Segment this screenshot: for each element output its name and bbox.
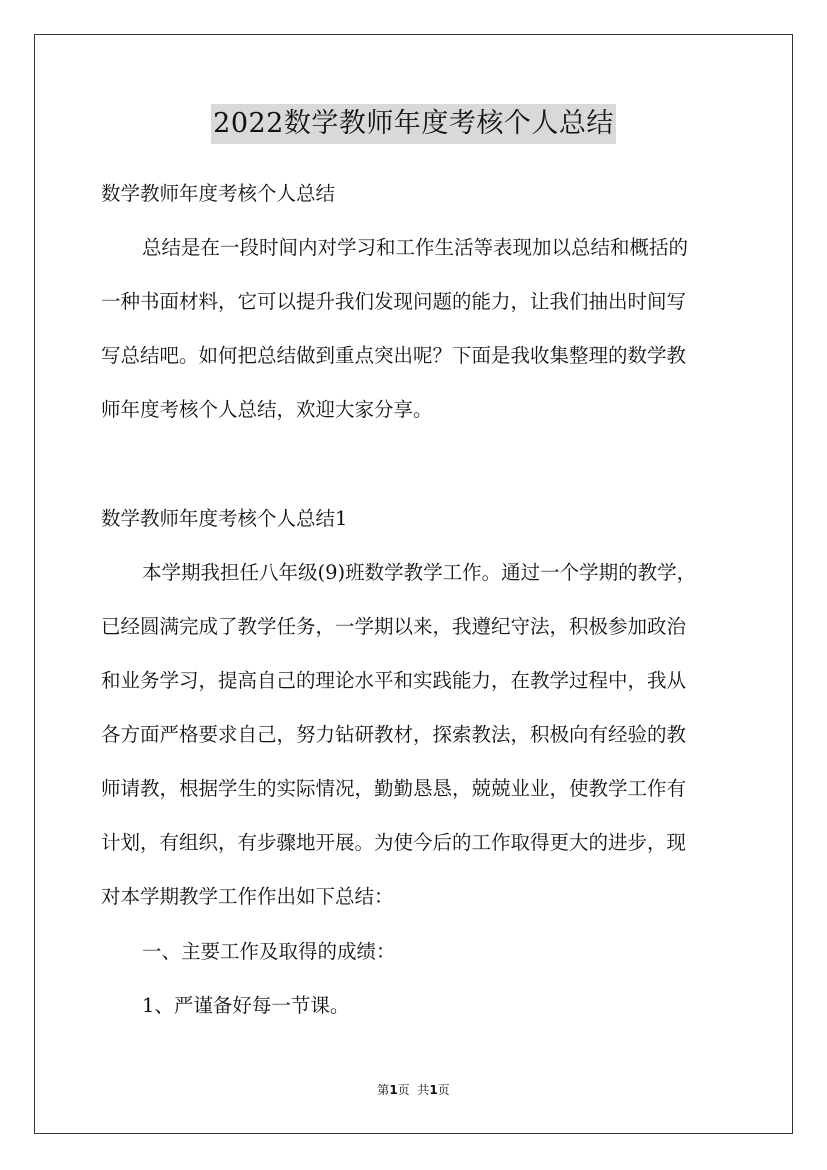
document-subtitle: 数学教师年度考核个人总结 xyxy=(101,182,336,205)
point-heading: 一、主要工作及取得的成绩： xyxy=(142,940,396,963)
point-item-1: 1、严谨备好每一节课。 xyxy=(142,994,350,1017)
intro-line-1: 总结是在一段时间内对学习和工作生活等表现加以总结和概括的 xyxy=(142,236,689,259)
section1-line-7: 对本学期教学工作作出如下总结： xyxy=(101,885,394,908)
page-footer xyxy=(0,1082,827,1098)
footer-mid: 页 共 xyxy=(397,1083,430,1097)
section1-line-3: 和业务学习，提高自己的理论水平和实践能力，在教学过程中，我从 xyxy=(101,669,687,692)
section1-line-5: 师请教，根据学生的实际情况，勤勤恳恳，兢兢业业，使教学工作有 xyxy=(101,777,687,800)
intro-line-4: 师年度考核个人总结，欢迎大家分享。 xyxy=(101,398,433,421)
document-title: 2022数学教师年度考核个人总结 xyxy=(211,104,616,144)
title-container xyxy=(0,104,827,144)
section-heading-1: 数学教师年度考核个人总结1 xyxy=(101,507,348,530)
footer-suffix: 页 xyxy=(437,1083,450,1097)
footer-total-pages: 1 xyxy=(429,1083,438,1097)
section1-line-1: 本学期我担任八年级(9)班数学教学工作。通过一个学期的教学， xyxy=(142,561,697,584)
footer-page-number: 1 xyxy=(389,1083,398,1097)
footer-prefix: 第 xyxy=(377,1083,390,1097)
intro-line-2: 一种书面材料，它可以提升我们发现问题的能力，让我们抽出时间写 xyxy=(101,290,687,313)
section1-line-2: 已经圆满完成了教学任务，一学期以来，我遵纪守法，积极参加政治 xyxy=(101,615,687,638)
section1-line-6: 计划，有组织，有步骤地开展。为使今后的工作取得更大的进步，现 xyxy=(101,831,687,854)
section1-line-4: 各方面严格要求自己，努力钻研教材，探索教法，积极向有经验的教 xyxy=(101,723,687,746)
intro-line-3: 写总结吧。如何把总结做到重点突出呢？下面是我收集整理的数学教 xyxy=(101,344,687,367)
